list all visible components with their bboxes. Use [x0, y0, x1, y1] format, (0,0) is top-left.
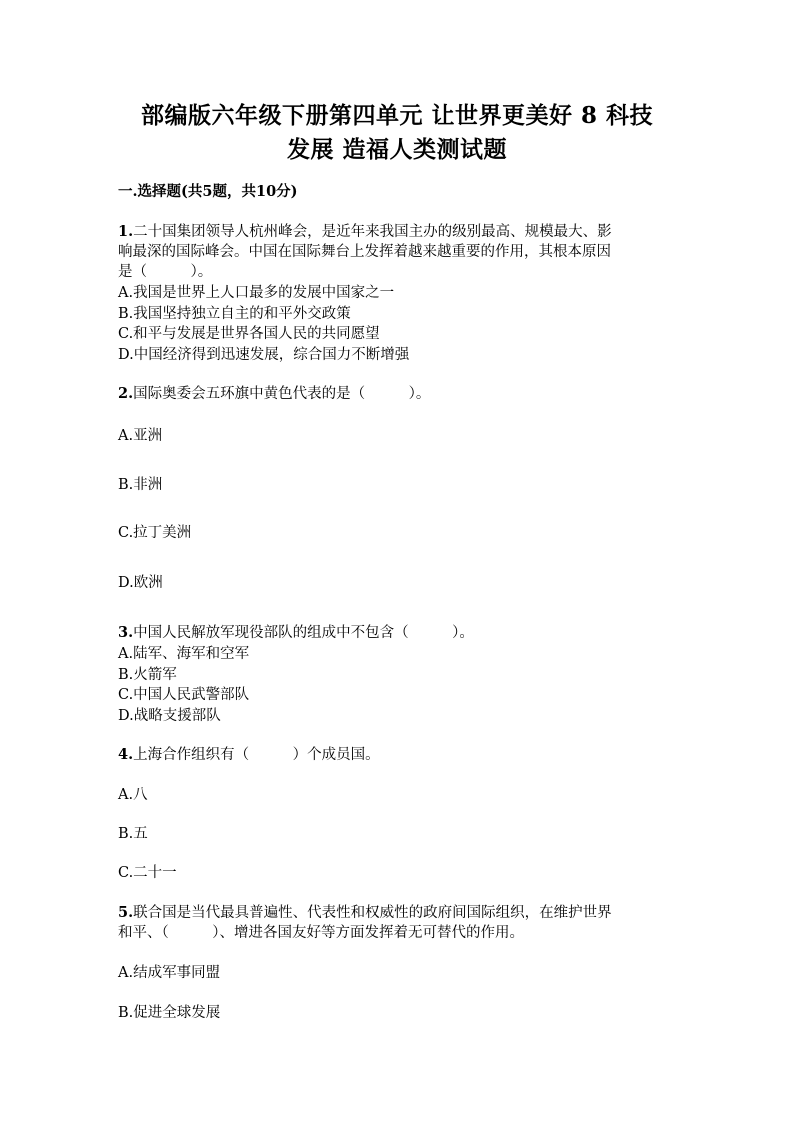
- question-5-text: 联合国是当代最具普遍性、代表性和权威性的政府间国际组织，在维护世界: [133, 905, 612, 921]
- question-3-number: 3.: [118, 624, 134, 641]
- question-2-option-c: C.拉丁美洲: [118, 525, 192, 541]
- question-5-line-1: [118, 901, 678, 922]
- question-5-line-2: 和平、（ ）、增进各国友好等方面发挥着无可替代的作用。: [118, 925, 524, 941]
- question-5-option-b: B.促进全球发展: [118, 1005, 221, 1021]
- question-1-line-1: [118, 220, 678, 241]
- question-1-number: 1.: [118, 223, 134, 240]
- question-2-text: 国际奥委会五环旗中黄色代表的是（ ）。: [133, 386, 431, 402]
- question-3-option-c: C.中国人民武警部队: [118, 687, 250, 703]
- question-4-line-1: [118, 743, 678, 764]
- question-1-text: 二十国集团领导人杭州峰会，是近年来我国主办的级别最高、规模最大、影: [133, 224, 612, 240]
- question-2-line-1: [118, 382, 678, 403]
- question-4-option-c: C.二十一: [118, 865, 177, 881]
- document-title-line-2: 发展 造福人类测试题: [286, 136, 507, 163]
- question-1-option-a: A.我国是世界上人口最多的发展中国家之一: [118, 285, 395, 301]
- question-1-line-2: 响最深的国际峰会。中国在国际舞台上发挥着越来越重要的作用，其根本原因: [118, 244, 611, 260]
- question-3-option-b: B.火箭军: [118, 667, 177, 683]
- question-3-option-d: D.战略支援部队: [118, 708, 221, 724]
- question-2-option-b: B.非洲: [118, 477, 163, 493]
- question-1-line-3: 是（ ）。: [118, 264, 213, 280]
- question-5-option-a: A.结成军事同盟: [118, 965, 221, 981]
- question-5-number: 5.: [118, 904, 134, 921]
- question-4-option-a: A.八: [118, 787, 148, 803]
- question-4-option-b: B.五: [118, 826, 148, 842]
- question-1-option-d: D.中国经济得到迅速发展，综合国力不断增强: [118, 347, 410, 363]
- question-4-text: 上海合作组织有（ ）个成员国。: [133, 747, 380, 763]
- question-3-line-1: [118, 621, 678, 642]
- question-2-option-d: D.欧洲: [118, 575, 163, 591]
- question-1-option-c: C.和平与发展是世界各国人民的共同愿望: [118, 326, 380, 342]
- question-1-option-b: B.我国坚持独立自主的和平外交政策: [118, 306, 351, 322]
- section-heading: 一.选择题(共5题，共10分): [118, 183, 298, 200]
- question-4-number: 4.: [118, 746, 134, 763]
- document-title-line-1: 部编版六年级下册第四单元 让世界更美好 8 科技: [140, 102, 654, 129]
- question-2-option-a: A.亚洲: [118, 428, 163, 444]
- question-3-text: 中国人民解放军现役部队的组成中不包含（ ）。: [133, 625, 474, 641]
- question-3-option-a: A.陆军、海军和空军: [118, 646, 250, 662]
- question-2-number: 2.: [118, 385, 134, 402]
